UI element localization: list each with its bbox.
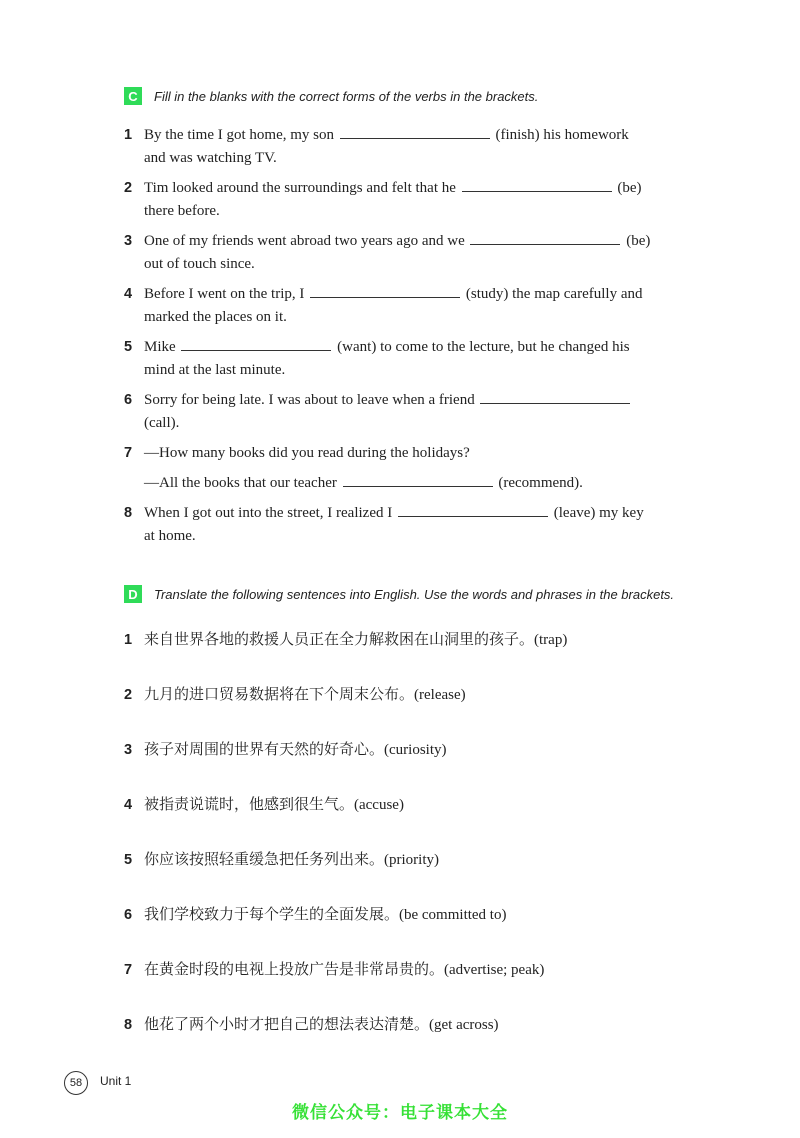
section-c-header: [124, 87, 538, 105]
section-d-badge: D: [124, 585, 142, 603]
item-text: 九月的进口贸易数据将在下个周末公布。(release): [144, 687, 466, 703]
item-text: (study) the map carefully and: [465, 286, 643, 302]
answer-blank[interactable]: [480, 402, 630, 404]
exercise-c-item-2: [124, 177, 690, 223]
item-text: Tim looked around the surroundings and felt that he: [144, 180, 456, 196]
answer-blank[interactable]: [398, 515, 548, 517]
item-number: 2: [124, 180, 133, 196]
exercise-c-item-8: [124, 502, 690, 548]
item-number: 3: [124, 742, 133, 758]
item-number: 8: [124, 1017, 133, 1033]
item-continuation: and was watching TV.: [144, 150, 277, 166]
item-continuation: mind at the last minute.: [144, 362, 286, 378]
section-d-header: [124, 585, 674, 603]
item-number: 1: [124, 127, 133, 143]
item-number: 6: [124, 907, 133, 923]
exercise-c-item-6: [124, 389, 690, 435]
exercise-d-item-1: [124, 629, 690, 652]
item-text: 你应该按照轻重缓急把任务列出来。(priority): [144, 852, 439, 868]
item-number: 6: [124, 392, 133, 408]
item-text: Before I went on the trip, I: [144, 286, 305, 302]
exercise-c-item-5: [124, 336, 690, 382]
item-number: 5: [124, 852, 133, 868]
item-text: Sorry for being late. I was about to leave when a friend: [144, 392, 475, 408]
exercise-d-item-6: [124, 904, 690, 927]
exercise-c-item-7: [124, 442, 690, 495]
item-text: 我们学校致力于每个学生的全面发展。(be committed to): [144, 907, 507, 923]
item-number: 8: [124, 505, 133, 521]
item-number: 4: [124, 797, 133, 813]
item-continuation: at home.: [144, 528, 196, 544]
exercise-d-item-3: [124, 739, 690, 762]
item-number: 5: [124, 339, 133, 355]
exercise-d-item-7: [124, 959, 690, 982]
item-text: —All the books that our teacher: [144, 475, 337, 491]
item-continuation: out of touch since.: [144, 256, 255, 272]
exercise-d-item-4: [124, 794, 690, 817]
item-number: 2: [124, 687, 133, 703]
item-text: By the time I got home, my son: [144, 127, 334, 143]
item-number: 7: [124, 962, 133, 978]
answer-blank[interactable]: [340, 137, 490, 139]
page-number: 58: [64, 1071, 88, 1095]
watermark-text: 微信公众号：电子课本大全: [292, 1103, 508, 1123]
item-continuation: there before.: [144, 203, 220, 219]
item-text: 被指责说谎时，他感到很生气。(accuse): [144, 797, 404, 813]
item-number: 3: [124, 233, 133, 249]
exercise-c-item-3: [124, 230, 690, 276]
item-number: 4: [124, 286, 133, 302]
item-text: (recommend).: [498, 475, 583, 491]
answer-blank[interactable]: [343, 485, 493, 487]
unit-label: Unit 1: [100, 1074, 132, 1088]
exercise-c-item-1: [124, 124, 690, 170]
item-text: 在黄金时段的电视上投放广告是非常昂贵的。(advertise; peak): [144, 962, 545, 978]
item-text: (finish) his homework: [495, 127, 629, 143]
item-number: 7: [124, 445, 133, 461]
item-text: When I got out into the street, I realized I: [144, 505, 393, 521]
answer-blank[interactable]: [462, 190, 612, 192]
item-text: (be): [626, 233, 651, 249]
exercise-d-item-8: [124, 1014, 690, 1037]
item-text: —How many books did you read during the holidays?: [144, 445, 470, 461]
exercise-d-item-2: [124, 684, 690, 707]
item-text: (leave) my key: [553, 505, 644, 521]
exercise-c-item-4: [124, 283, 690, 329]
item-text: (want) to come to the lecture, but he changed his: [337, 339, 630, 355]
item-text: 来自世界各地的救援人员正在全力解救困在山洞里的孩子。(trap): [144, 632, 568, 648]
answer-blank[interactable]: [181, 349, 331, 351]
section-d-instruction: Translate the following sentences into English. Use the words and phrases in the brackets.: [154, 586, 675, 602]
item-continuation: marked the places on it.: [144, 309, 287, 325]
item-text: (be): [617, 180, 642, 196]
section-c-instruction: Fill in the blanks with the correct forms of the verbs in the brackets.: [154, 88, 539, 104]
item-text: 孩子对周围的世界有天然的好奇心。(curiosity): [144, 742, 447, 758]
item-number: 1: [124, 632, 133, 648]
exercise-d-item-5: [124, 849, 690, 872]
answer-blank[interactable]: [310, 296, 460, 298]
item-text: One of my friends went abroad two years ago and we: [144, 233, 465, 249]
item-text: Mike: [144, 339, 176, 355]
answer-blank[interactable]: [470, 243, 620, 245]
item-text: 他花了两个小时才把自己的想法表达清楚。(get across): [144, 1017, 499, 1033]
section-c-badge: C: [124, 87, 142, 105]
item-continuation: (call).: [144, 415, 180, 431]
